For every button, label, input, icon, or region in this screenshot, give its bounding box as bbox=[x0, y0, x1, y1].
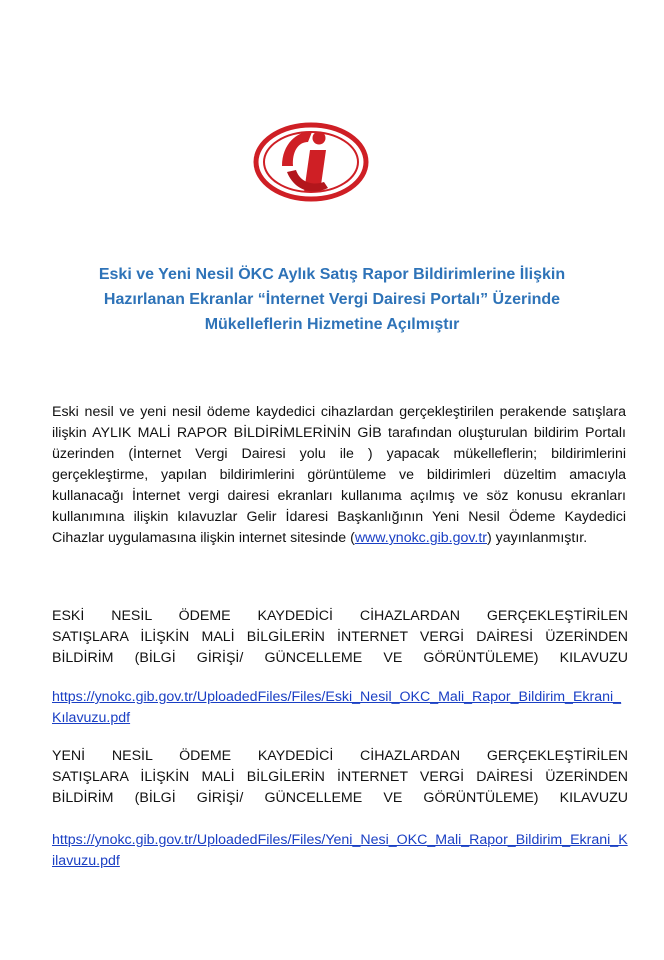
guide-heading-line: BİLDİRİM (BİLGİ GİRİŞİ/ GÜNCELLEME VE GÖRÜNTÜLEME) KILAVUZU bbox=[52, 650, 628, 666]
title-line-1: Eski ve Yeni Nesil ÖKC Aylık Satış Rapor Bildirimlerine İlişkin bbox=[98, 266, 566, 283]
yeni-guide-link[interactable]: https://ynokc.gib.gov.tr/UploadedFiles/Files/Yeni_Nesi_OKC_Mali_Rapor_Bildirim_Ekrani_Kilavuzu.pdf bbox=[52, 832, 628, 869]
intro-text-before: Eski nesil ve yeni nesil ödeme kaydedici cihazlardan gerçekleştirilen perakende satışlara ilişkin AYLIK MALİ RAPOR BİLDİRİMLERİNİN GİB tarafından oluşturulan bildirim Portalı üzerinden (İnternet Vergi Dairesi yolu ile ) yapacak mükelleflerin; bildirimlerini gerçekleştirme, yapılan bildirimlerini görüntüleme ve bildirimleri düzeltim amacıyla kullanacağı İnternet vergi dairesi ekranları kullanıma açılmış ve söz konusu ekranları kullanımına ilişkin kılavuzlar Gelir İdaresi Başkanlığının Yeni Nesil Ödeme Kaydedici Cihazlar uygulamasına ilişkin internet sitesinde ( bbox=[52, 404, 626, 546]
guide-heading-yeni bbox=[52, 746, 628, 809]
gib-logo-icon bbox=[252, 112, 370, 212]
guide-heading-line: SATIŞLARA İLİŞKİN MALİ BİLGİLERİN İNTERNET VERGİ DAİRESİ ÜZERİNDEN bbox=[52, 769, 628, 785]
intro-paragraph bbox=[52, 402, 626, 549]
guide-heading-line: ESKİ NESİL ÖDEME KAYDEDİCİ CİHAZLARDAN GERÇEKLEŞTİRİLEN bbox=[52, 608, 628, 624]
page-title bbox=[40, 262, 624, 337]
guide-heading-line: SATIŞLARA İLİŞKİN MALİ BİLGİLERİN İNTERNET VERGİ DAİRESİ ÜZERİNDEN bbox=[52, 629, 628, 645]
ynokc-site-link[interactable]: www.ynokc.gib.gov.tr bbox=[354, 530, 488, 546]
guide-heading-line: BİLDİRİM (BİLGİ GİRİŞİ/ GÜNCELLEME VE GÖRÜNTÜLEME) KILAVUZU bbox=[52, 790, 628, 806]
intro-text-after: ) yayınlanmıştır. bbox=[487, 530, 588, 546]
guide-heading-line: YENİ NESİL ÖDEME KAYDEDİCİ CİHAZLARDAN GERÇEKLEŞTİRİLEN bbox=[52, 748, 628, 764]
title-line-2: Hazırlanan Ekranlar “İnternet Vergi Dairesi Portalı” Üzerinde bbox=[103, 291, 561, 308]
guide-heading-eski bbox=[52, 606, 628, 669]
title-line-3: Mükelleflerin Hizmetine Açılmıştır bbox=[204, 316, 460, 333]
eski-guide-link[interactable]: https://ynokc.gib.gov.tr/UploadedFiles/Files/Eski_Nesil_OKC_Mali_Rapor_Bildirim_Ekrani_Kılavuzu.pdf bbox=[52, 689, 622, 726]
